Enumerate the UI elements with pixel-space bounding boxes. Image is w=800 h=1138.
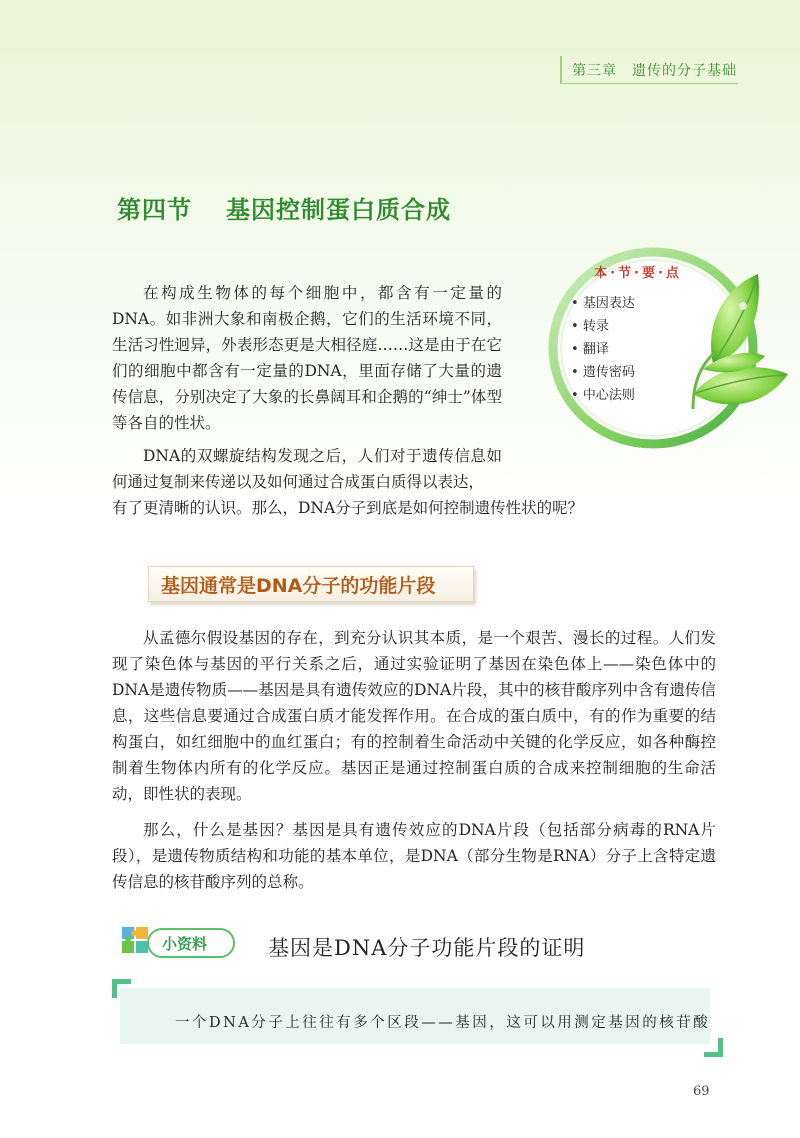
key-points-panel (543, 244, 793, 458)
intro-paragraph-2-tail: 有了更清晰的认识。那么，DNA分子到底是如何控制遗传性状的呢？ (112, 499, 584, 517)
key-point-item: • 转录 (571, 315, 635, 338)
key-point-item: • 中心法则 (571, 384, 635, 407)
corner-bracket-bottom-right (704, 1038, 723, 1057)
chapter-title: 第三章 遗传的分子基础 (572, 62, 737, 79)
key-point-item: • 翻译 (571, 338, 635, 361)
key-points-list (571, 292, 635, 407)
key-points-title: 本·节·要·点 (594, 266, 682, 281)
intro-paragraph-1: 在构成生物体的每个细胞中，都含有一定量的DNA。如非洲大象和南极企鹅，它们的生活环境不同，生活习性迥异，外表形态更是大相径庭……这是由于在它们的细胞中都含有一定量的DNA，里面存储了大量的遗传信息，分别决定了大象的长鼻阔耳和企鹅的“绅士”体型等各自的性状。 (112, 284, 502, 432)
info-text: 一个DNA分子上往往有多个区段——基因，这可以用测定基因的核苷酸 (175, 1015, 711, 1031)
page-number: 69 (693, 1084, 710, 1099)
section-title (117, 190, 451, 225)
section-number: 第四节 (117, 196, 192, 224)
info-title: 基因是DNA分子功能片段的证明 (268, 936, 586, 960)
intro-paragraph-2 (112, 443, 584, 521)
key-point-item: • 基因表达 (571, 292, 635, 315)
info-tag (120, 925, 240, 961)
corner-bracket-top-left (112, 979, 131, 998)
body-paragraph-1: 从孟德尔假设基因的存在，到充分认识其本质，是一个艰苦、漫长的过程。人们发现了染色体与基因的平行关系之后，通过实验证明了基因在染色体上——染色体中的DNA是遗传物质——基因是具有遗传效应的DNA片段，其中的核苷酸序列中含有遗传信息，这些信息要通过合成蛋白质才能发挥作用。在合成的蛋白质中，有的作为重要的结构蛋白，如红细胞中的血红蛋白；有的控制着生命活动中关键的化学反应，如各种酶控制着生物体内所有的化学反应。基因正是通过控制蛋白质的合成来控制细胞的生命活动，即性状的表现。 (112, 629, 716, 803)
chapter-header (560, 56, 738, 84)
intro-paragraph-2-main: DNA的双螺旋结构发现之后，人们对于遗传信息如何通过复制来传递以及如何通过合成蛋白质得以表达， (112, 447, 502, 491)
key-point-item: • 遗传密码 (571, 361, 635, 384)
section-name: 基因控制蛋白质合成 (226, 196, 451, 224)
subheading: 基因通常是DNA分子的功能片段 (148, 566, 474, 602)
body-paragraph-2: 那么，什么是基因？基因是具有遗传效应的DNA片段（包括部分病毒的RNA片段），是遗传物质结构和功能的基本单位，是DNA（部分生物是RNA）分子上含特定遗传信息的核苷酸序列的总称。 (112, 821, 716, 891)
info-label: 小资料 (162, 935, 208, 953)
